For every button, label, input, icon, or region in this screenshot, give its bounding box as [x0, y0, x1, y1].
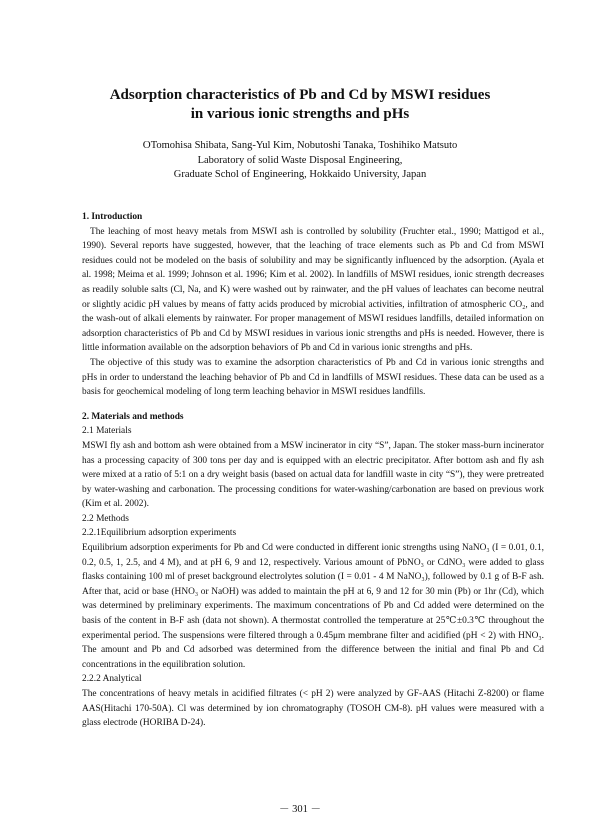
affiliation-line-1: Laboratory of solid Waste Disposal Engineering,	[197, 154, 403, 166]
subsection-heading-equilibrium: 2.2.1Equilibrium adsorption experiments	[82, 528, 237, 539]
page-number: － 301 －	[279, 804, 321, 815]
section-heading-introduction: 1. Introduction	[82, 212, 143, 222]
presenter-mark: O	[142, 139, 151, 151]
subsection-heading-materials: 2.1 Materials	[82, 426, 132, 437]
title-line-2: in various ionic strengths and pHs	[190, 106, 410, 122]
section-heading-methods: 2. Materials and methods	[82, 411, 184, 422]
author-line	[40, 138, 560, 154]
paper-title	[40, 86, 560, 124]
author-names: Tomohisa Shibata, Sang-Yul Kim, Nobutoshi Tanaka, Toshihiko Matsuto	[150, 140, 458, 151]
subsection-heading-methods: 2.2 Methods	[82, 513, 129, 524]
materials-paragraph: MSWI fly ash and bottom ash were obtained from a MSW incinerator in city “S”, Japan. The stoker mass-burn incinerator has a processing capacity of 300 tons per day and is equipped with an electric precipitator. After bottom ash and fly ash were mixed at a ratio of 5:1 on a dry weight basis (based on actual data for landfill waste in city “S”), they were pretreated by water-washing and carbonation. The processing conditions for water-washing/carbonation are based on previous work (Kim et al. 2002).	[82, 440, 544, 510]
equilibrium-paragraph: Equilibrium adsorption experiments for Pb and Cd were conducted in different ionic strengths using NaNO₃ (I = 0.01, 0.1, 0.2, 0.5, 1, 2.5, and 4 M), and at pH 6, 9 and 12, respectively. Various amount of PbNO₃ or CdNO₃ were added to glass flasks containing 100 ml of preset background electrolytes solution (I = 0.01 - 4 M NaNO₃), followed by 0.1 g of B-F ash. After that, acid or base (HNO₃ or NaOH) was added to maintain the pH at 6, 9 and 12 for 30 min (Pb) or 1hr (Cd), which was determined by preliminary experiments. The maximum concentrations of Pb and Cd added were determined on the basis of the content in B-F ash (data not shown). A thermostat controlled the temperature at 25℃±0.3℃ throughout the experimental period. The suspensions were filtered through a 0.45μm membrane filter and acidified (pH < 2) with HNO₃. The amount and Pb and Cd adsorbed was determined from the difference between the initial and final Pb and Cd concentrations in the equilibration solution.	[82, 543, 544, 670]
affiliation-line-2: Graduate Schol of Engineering, Hokkaido University, Japan	[173, 169, 427, 180]
paper-body	[82, 210, 544, 731]
analytical-paragraph: The concentrations of heavy metals in acidified filtrates (< pH 2) were analyzed by GF-AAS (Hitachi Z-8200) or flame AAS(Hitachi 170-50A). Cl was determined by ion chromatography (TOSOH CM-8). pH values were measured with a glass electrode (HORIBA D-24).	[82, 689, 544, 729]
author-block	[40, 138, 560, 183]
introduction-paragraph-1: The leaching of most heavy metals from MSWI ash is controlled by solubility (Fruchter etal., 1990; Mattigod et al., 1990). Several reports have suggested, however, that the leaching of trace elements such as Pb and Cd from MSWI residues could not be modeled on the basis of solubility and may be significantly influenced by the adsorption. (Ayala et al. 1998; Meima et al. 1999; Johnson et al. 1996; Kim et al. 2002). In landfills of MSWI residues, ionic strength decreases as readily soluble salts (Cl, Na, and K) were washed out by rainwater, and the pH values of leachates can become neutral or slightly acidic pH values by means of fatty acids produced by microbial activities, infiltration of atmospheric CO₂, and the wash-out of alkali elements by rainwater. For proper management of MSWI residues landfills, detailed information on adsorption characteristics of Pb and Cd by MSWI residues in various ionic strengths and pHs is needed. However, there is little information available on the adsorption behaviors of Pb and Cd in various ionic strengths and pHs.	[82, 226, 544, 354]
introduction-paragraph-2: The objective of this study was to examine the adsorption characteristics of Pb and Cd in various ionic strengths and pHs in order to understand the leaching behavior of Pb and Cd in landfills of MSWI residues. These data can be used as a basis for geochemical modeling of long term leaching behavior in MSWI residues landfills.	[82, 357, 544, 398]
subsection-heading-analytical: 2.2.2 Analytical	[82, 674, 142, 685]
title-line-1: Adsorption characteristics of Pb and Cd by MSWI residues	[109, 87, 491, 103]
